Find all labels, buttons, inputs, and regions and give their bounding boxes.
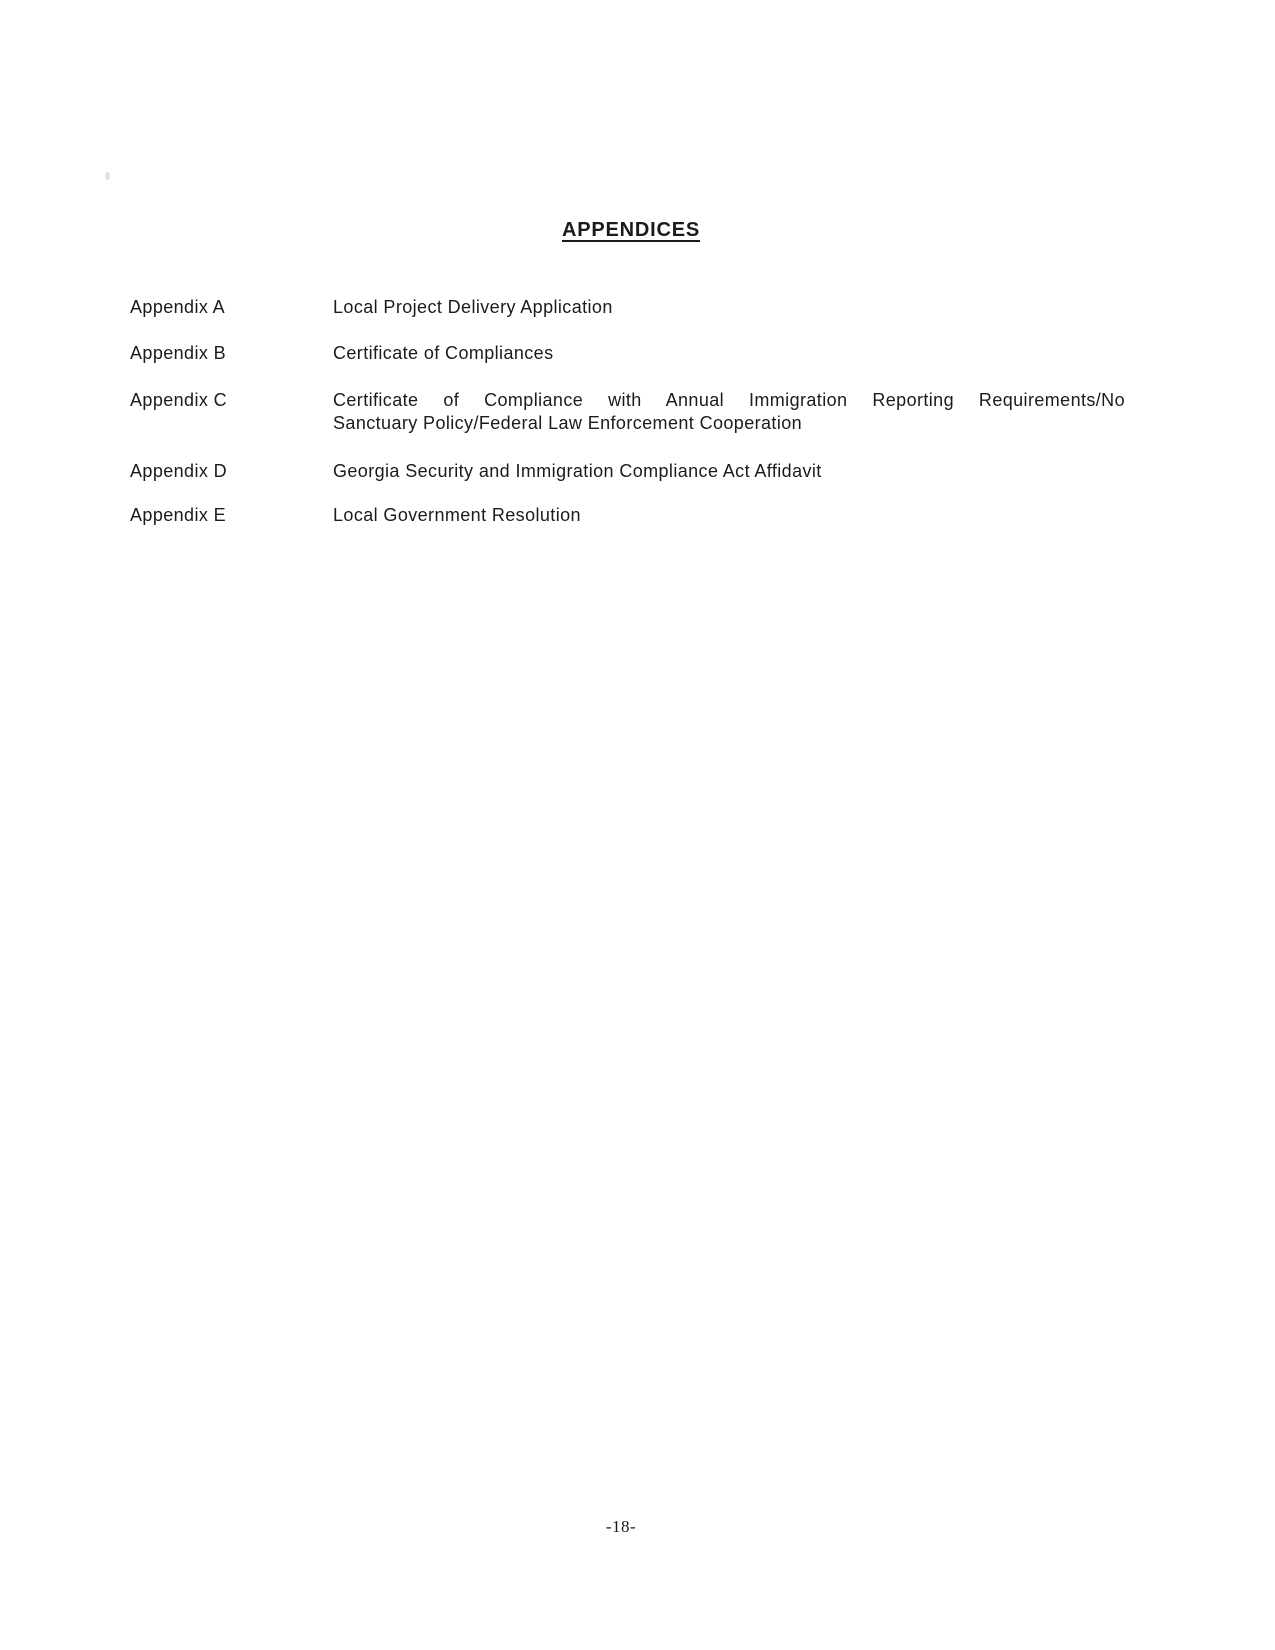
appendix-description-line: Certificate of Compliance with Annual Immigration Reporting Requirements/No (333, 390, 1125, 410)
page-number: -18- (605, 1517, 637, 1536)
appendix-label: Appendix E (130, 505, 227, 525)
appendix-label: Appendix A (130, 297, 226, 317)
appendix-description: Georgia Security and Immigration Compliance Act Affidavit (333, 461, 822, 481)
appendix-label: Appendix C (130, 390, 228, 410)
appendix-description (333, 389, 1125, 435)
appendix-label: Appendix D (130, 461, 228, 481)
appendix-label: Appendix B (130, 343, 227, 363)
scan-artifact (105, 172, 110, 180)
appendix-description: Certificate of Compliances (333, 343, 554, 363)
appendix-description: Local Government Resolution (333, 505, 581, 525)
appendix-description: Local Project Delivery Application (333, 297, 613, 317)
page-title: APPENDICES (561, 219, 701, 242)
appendix-description-line: Sanctuary Policy/Federal Law Enforcement Cooperation (333, 413, 803, 433)
